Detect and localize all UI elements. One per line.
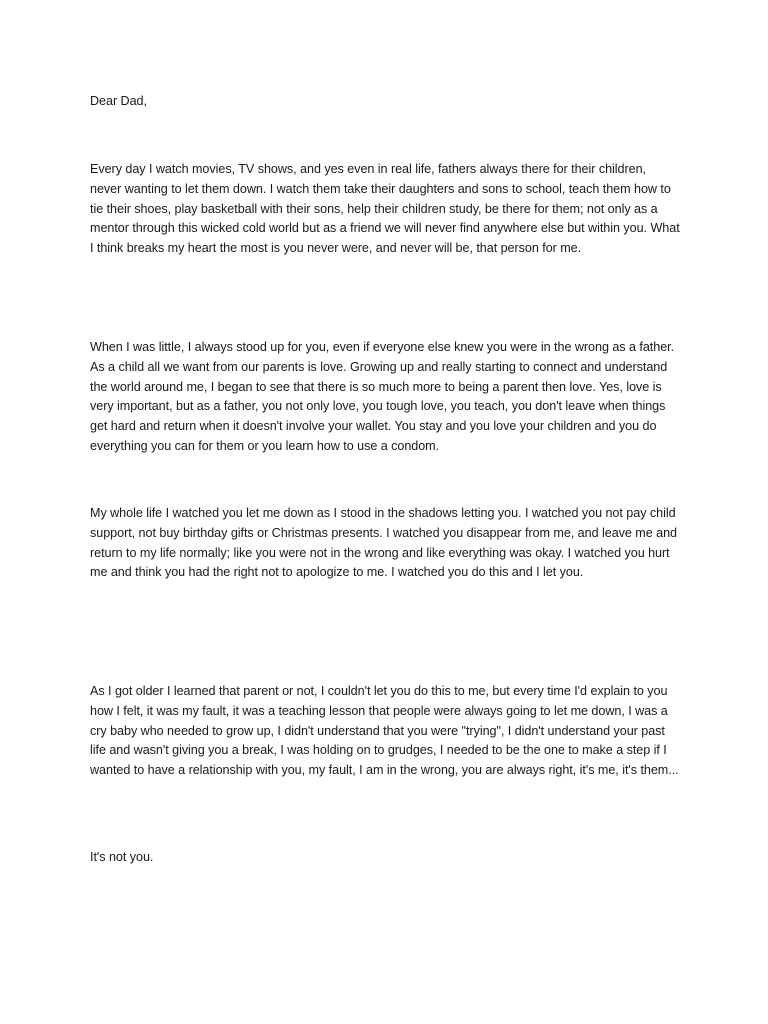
- letter-paragraph-3: My whole life I watched you let me down as I stood in the shadows letting you. I watched you not pay child support, not buy birthday gifts or Christmas presents. I watched you disappear from me, and leave me and return to my life normally; like you were not in the wrong and like everything was okay. I watched you hurt me and think you had the right not to apologize to me. I watched you do this and I let you.: [90, 506, 678, 580]
- letter-paragraph-4: As I got older I learned that parent or not, I couldn't let you do this to me, but every time I'd explain to you how I felt, it was my fault, it was a teaching lesson that people were always going to let me down, I was a cry baby who needed to grow up, I didn't understand that you were "trying", I didn't understand your past life and wasn't giving you a break, I was holding on to grudges, I needed to be the one to make a step if I wanted to have a relationship with you, my fault, I am in the wrong, you are always right, it's me, it's them...: [90, 684, 679, 778]
- letter-paragraph-2: When I was little, I always stood up for you, even if everyone else knew you were in the wrong as a father. As a child all we want from our parents is love. Growing up and really starting to connect and understand the world around me, I began to see that there is so much more to being a parent then love. Yes, love is very important, but as a father, you not only love, you tough love, you teach, you don't leave when things get hard and return when it doesn't involve your wallet. You stay and you love your children and you do everything you can for them or you learn how to use a condom.: [90, 340, 675, 453]
- letter-paragraph-1: Every day I watch movies, TV shows, and yes even in real life, fathers always there for their children, never wanting to let them down. I watch them take their daughters and sons to school, teach them how to tie their shoes, play basketball with their sons, help their children study, be there for them; not only as a mentor through this wicked cold world but as a friend we will never find anywhere else but within you. What I think breaks my heart the most is you never were, and never will be, that person for me.: [90, 162, 680, 256]
- letter-greeting: Dear Dad,: [90, 94, 147, 108]
- letter-closing: It's not you.: [90, 850, 154, 864]
